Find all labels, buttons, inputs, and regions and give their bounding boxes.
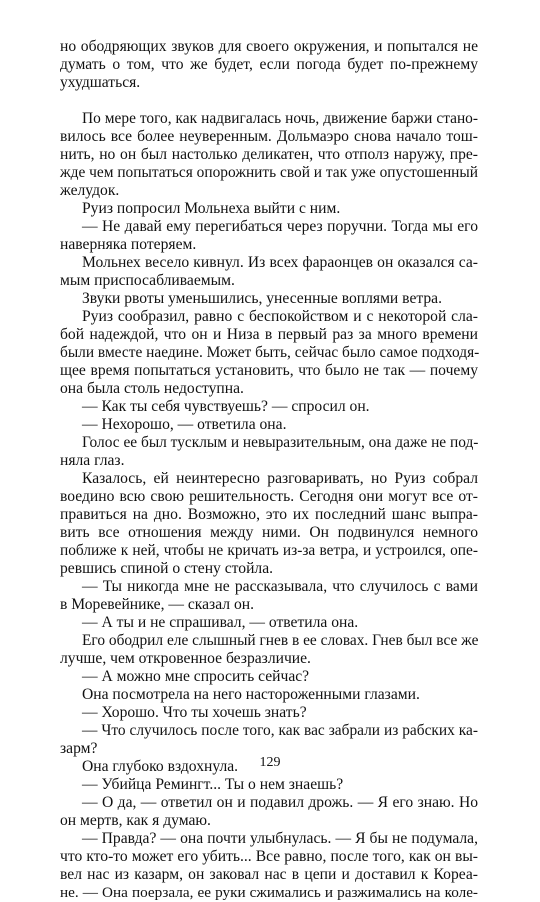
text-body bbox=[60, 38, 478, 902]
text-line: вилось все более неуверенным. Дольмаэро снова начало тош- bbox=[60, 128, 478, 145]
text-line: — А ты и не спрашивал, — ответила она. bbox=[82, 614, 359, 631]
text-line: мым приспосабливаемым. bbox=[60, 272, 235, 289]
text-line: Казалось, ей неинтересно разговаривать, но Руиз собрал bbox=[82, 470, 478, 487]
text-line: — Правда? — она почти улыбнулась. — Я бы не подумала, bbox=[82, 830, 478, 847]
text-line: правиться на дно. Возможно, это их последний шанс выпра- bbox=[60, 506, 478, 523]
text-line: бой надеждой, что он и Низа в первый раз за много времени bbox=[60, 326, 478, 343]
text-line: Руиз сообразил, равно с беспокойством и с некоторой сла- bbox=[82, 308, 478, 325]
text-line: — Нехорошо, — ответила она. bbox=[82, 416, 287, 433]
text-line: — Не давай ему перегибаться через поручни. Тогда мы его bbox=[82, 218, 478, 235]
text-line: наверняка потеряем. bbox=[60, 236, 197, 253]
text-line: щее время попытаться установить, что было не так — почему bbox=[60, 362, 478, 379]
text-line: вел нас из казарм, он заковал нас в цепи и доставил к Кореа- bbox=[60, 866, 478, 883]
text-line: что кто-то может его убить... Все равно, после того, как он вы- bbox=[60, 848, 478, 865]
text-line: Мольнех весело кивнул. Из всех фараонцев он оказался са- bbox=[82, 254, 478, 271]
text-line: Голос ее был тусклым и невыразительным, она даже не под- bbox=[82, 434, 479, 451]
text-line: — А можно мне спросить сейчас? bbox=[82, 668, 310, 685]
text-line: Она глубоко вздохнула. bbox=[82, 758, 239, 775]
text-line: воедино всю свою решительность. Сегодня они могут все от- bbox=[60, 488, 478, 505]
text-line: — О да, — ответил он и подавил дрожь. — Я его знаю. Но bbox=[82, 794, 478, 811]
page-number: 129 bbox=[259, 755, 281, 770]
text-line: в Моревейнике, — сказал он. bbox=[60, 596, 255, 613]
text-line: но ободряющих звуков для своего окружения, и попытался не bbox=[60, 38, 478, 55]
text-line: — Хорошо. Что ты хочешь знать? bbox=[82, 704, 307, 721]
text-line: думать о том, что же будет, если погода будет по-прежнему bbox=[60, 56, 478, 73]
text-line: Руиз попросил Мольнеха выйти с ним. bbox=[82, 200, 341, 217]
text-line: были вместе наедине. Может быть, сейчас было самое подходя- bbox=[60, 344, 480, 361]
text-line: она была столь недоступна. bbox=[60, 380, 244, 397]
text-line: Она посмотрела на него настороженными глазами. bbox=[82, 686, 420, 703]
text-line: вить все отношения между ними. Он подвинулся немного bbox=[60, 524, 478, 541]
text-line: ревшись спиной о стену стойла. bbox=[60, 560, 274, 577]
text-line: он мертв, как я думаю. bbox=[60, 812, 211, 829]
text-line: — Ты никогда мне не рассказывала, что случилось с вами bbox=[82, 578, 478, 595]
text-line: ухудшаться. bbox=[60, 74, 141, 91]
text-line: поближе к ней, чтобы не кричать из-за ветра, и устроился, опе- bbox=[60, 542, 478, 559]
text-line: няла глаз. bbox=[60, 452, 125, 469]
text-line: жде чем попытаться опорожнить свой и так уже опустошенный bbox=[60, 164, 478, 181]
text-line: не. — Она поерзала, ее руки сжимались и разжимались на коле- bbox=[60, 884, 478, 901]
text-line: — Убийца Ремингт... Ты о нем знаешь? bbox=[82, 776, 344, 793]
text-line: Его ободрил еле слышный гнев в ее словах. Гнев был все же bbox=[82, 632, 479, 649]
paragraph-gap bbox=[60, 92, 478, 110]
text-line: лучше, чем откровенное безразличие. bbox=[60, 650, 311, 667]
text-line: нить, но он был настолько деликатен, что отполз наружу, пре- bbox=[60, 146, 478, 163]
text-line: По мере того, как надвигалась ночь, движение баржи стано- bbox=[82, 110, 478, 127]
text-line: — Что случилось после того, как вас забрали из рабских ка- bbox=[82, 722, 478, 739]
text-line: Звуки рвоты уменьшились, унесенные воплями ветра. bbox=[82, 290, 442, 307]
text-line: — Как ты себя чувствуешь? — спросил он. bbox=[82, 398, 370, 415]
text-line: желудок. bbox=[60, 182, 120, 199]
text-line: зарм? bbox=[60, 740, 98, 757]
